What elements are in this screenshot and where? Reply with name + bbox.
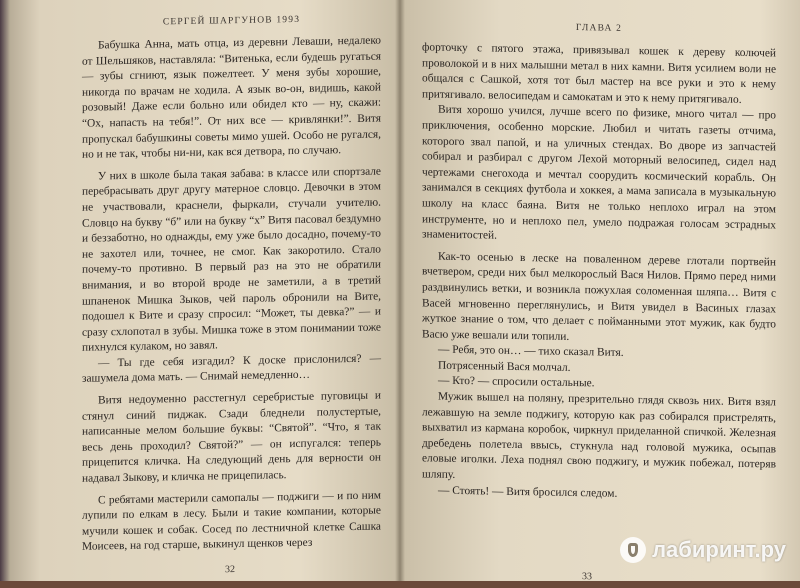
right-running-head: ГЛАВА 2: [575, 23, 623, 34]
watermark: [620, 537, 786, 563]
right-page: [402, 0, 794, 588]
watermark-text: лабиринт.ру: [652, 537, 786, 562]
right-paragraph-5: Потрясенный Вася молчал.: [438, 359, 571, 374]
right-paragraph-1: форточку с пятого этажа, привязывал кошек к дереву колючей проволокой и в них малышни метал в них камни. Витя усилием воли не общался с Сашкой, хотя тот был мастер на все руки и это к нему притягивало. велосипедам и самокатам и это к нему притягивало.: [422, 41, 776, 106]
left-page-number: 32: [225, 564, 235, 576]
left-page: [10, 0, 395, 581]
left-paragraph-3: — Ты где себя изгадил? К доске прислонился? — зашумела дома мать. — Снимай немедленно…: [82, 352, 381, 386]
right-paragraph-2: Витя хорошо учился, лучше всего по физике, много читал — про приключения, особенно морские. Любил и читать газеты отчима, которого звал папой, и на уличных стендах. Во дворе из запчастей собирал и разбирал с другом Лехой моторный велосипед, сидел над чертежами снегохода и мечтал соорудить космический корабль. Он занимался в секциях футбола и хоккея, а мама записала в музыкальную школу на класс баяна. Витя не только неплохо играл на этом инструменте, но и неплохо пел, умело подражая голосам эстрадных знаменитостей.: [422, 104, 776, 242]
left-paragraph-2: У них в школе была такая забава: в классе или спортзале перебрасывать друг другу матерное словцо. Девочки в этом не участвовали, краснели, фыркали, стучали учителю. Словцо на букву “б” или на букву “х” Витя пасовал бездумно и беззаботно, но однажды, ему уже было досадно, почему-то не захотел или, точнее, не смог. Как закоротило. Стало почему-то противно. В первый раз на это не обратили внимания, и во второй вроде не заметили, а в третий шпаненок Мишка Зыков, чей пароль обронили на Вите, подошел к Вите и сразу спросил: “Может, ты девка?” — и сразу схлопотал в зубы. Мишка тоже в этом понимании тоже пихнулся кулаком, но завял.: [82, 165, 381, 355]
labirint-logo-icon: [620, 537, 646, 563]
right-paragraph-3: Как-то осенью в леске на поваленном дереве глотали портвейн вчетвером, среди них был мелкорослый Вася Нилов. Прямо перед ними раздвинулись ветки, и возникла пожухлая соломенная шляпа… Витя с Васей мгновенно переглянулись, и Витя увидел в Васиных глазах жуткое знание о том, что делает с пойманными этот мужик, как будто Васю уже вешали или топили.: [422, 250, 776, 343]
left-running-head: СЕРГЕЙ ШАРГУНОВ 1993: [162, 14, 301, 28]
left-paragraph-5: С ребятами мастерили самопалы — поджиги — и по ним лупили по елкам в лесу. Были и такие компании, которые мучили кошек и собак. Сосед по лестничной клетке Сашка Моисеев, на год старше, выкинул щенков через: [82, 489, 381, 554]
right-paragraph-8: — Стоять! — Витя бросился следом.: [438, 484, 618, 500]
left-paragraph-1: Бабушка Анна, мать отца, из деревни Леваши, недалеко от Шельшяков, наставляла: “Витенька, если будешь ругаться — зубы сгниют, язык пожелтеет. У меня зубы хорошие, никогда по врачам не ходила. А язык во-он, видишь, какой розовый! Даже если больно или обидел кто — ну, скажи: “Ох, напасть на тебя!”. От них все — кривлянки!”. Витя пропускал бабушкины советы мимо ушей. Особо не ругался, но и не так, чтобы ни-ни, как вся детвора, по случаю.: [82, 34, 381, 161]
left-paragraph-4: Витя недоуменно расстегнул серебристые пуговицы и стянул синий пиджак. Сзади бледнели полустертые, написанные мелом большие буквы: “Святой”. “Что, я так весь день проходил? Святой?” — он испугался: теперь прицепится кличка. На следующий день для верности он надавал Зыкову, и кличка не прицепилась.: [82, 389, 381, 485]
right-paragraph-4: — Ребя, это он… — тихо сказал Витя.: [438, 343, 624, 360]
right-page-number: 33: [582, 571, 592, 583]
right-paragraph-6: — Кто? — спросили остальные.: [438, 375, 595, 390]
right-paragraph-7: Мужик вышел на поляну, презрительно глядя сквозь них. Витя взял лежавшую на земле поджигу, которую как раз собирался пристрелять, выхватил из кармана коробок, чиркнул приделанной спичкой. Железная дребедень полетела ввысь, стукнула над головой мужика, осыпав еловые иголки. Леха поднял свою поджигу, и мужик побежал, потеряв шляпу.: [422, 390, 776, 481]
